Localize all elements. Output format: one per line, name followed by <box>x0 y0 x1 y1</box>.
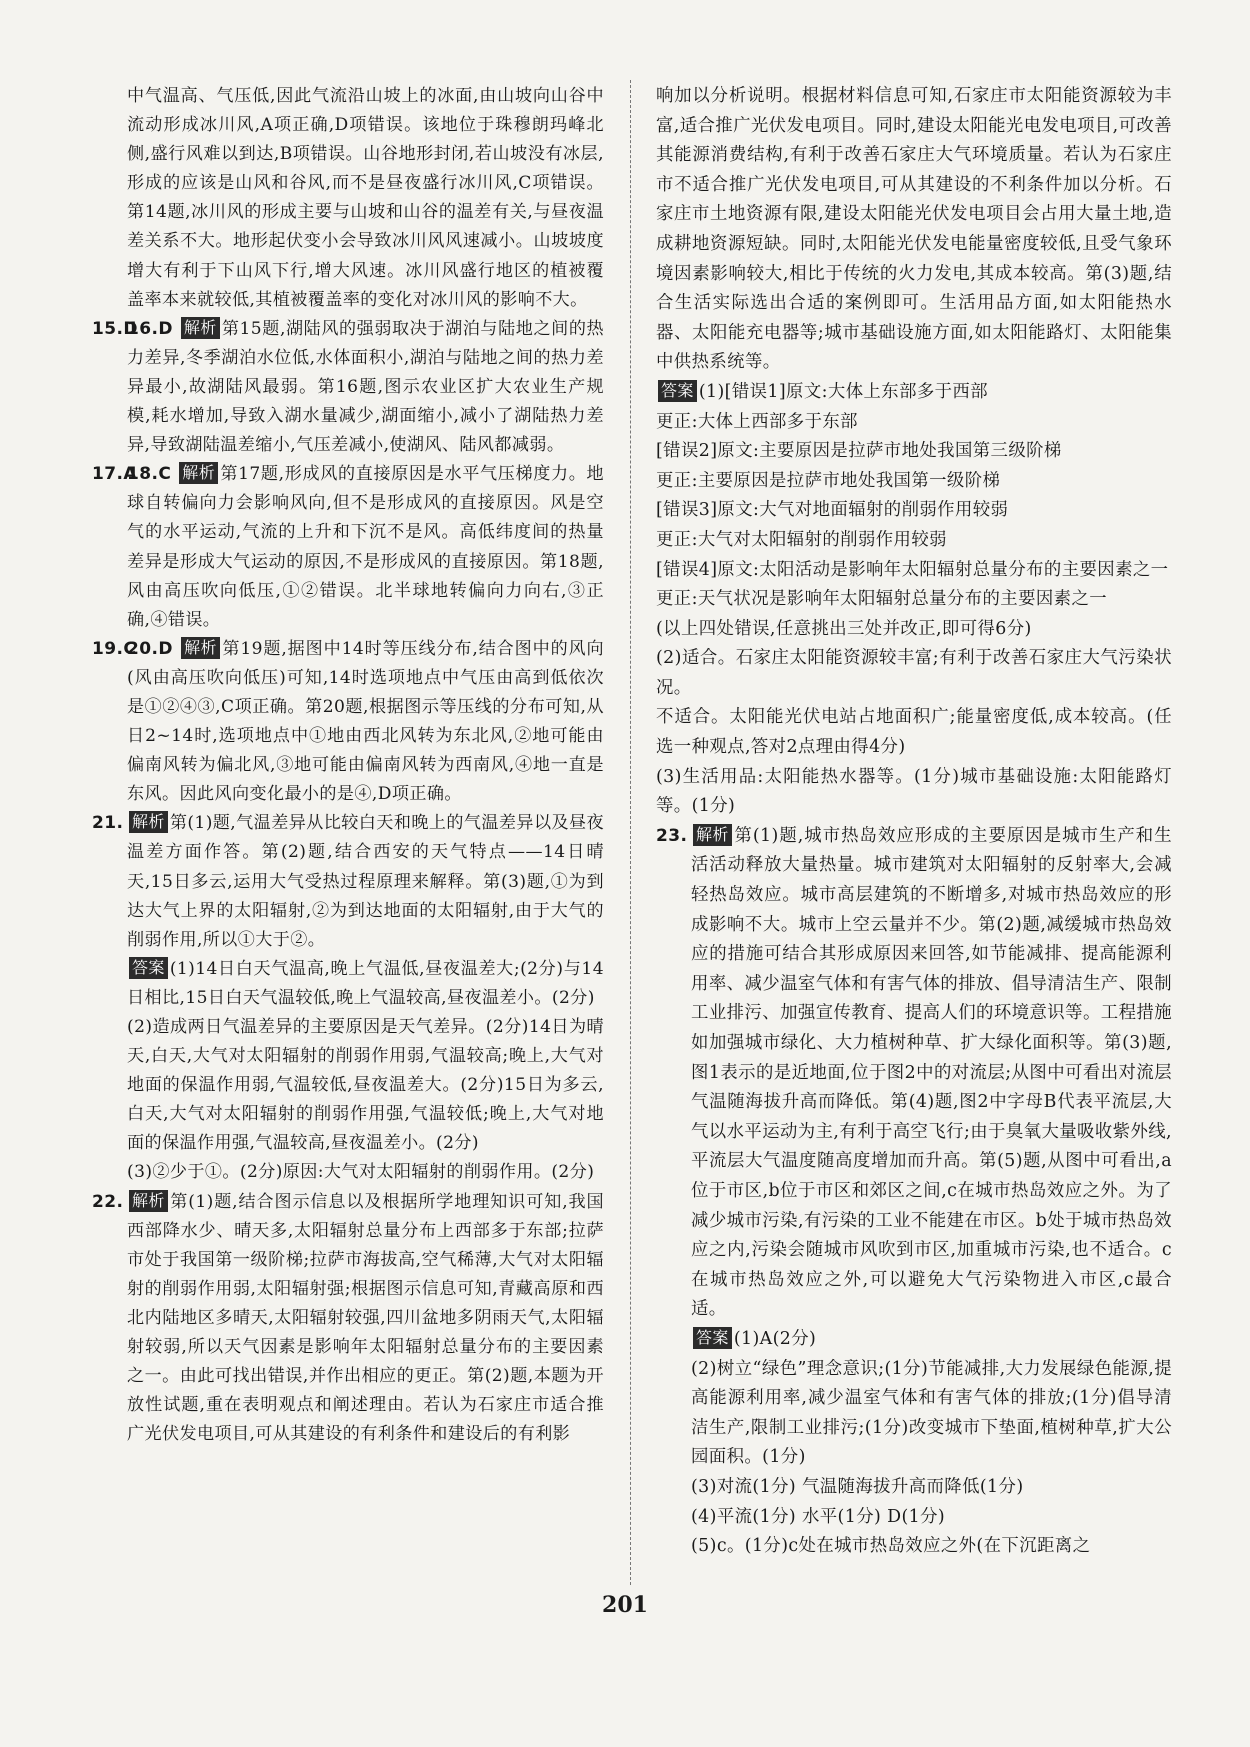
answer-part-2: (2)造成两日气温差异的主要原因是天气差异。(2分)14日为晴天,白天,大气对太阳辐射的削弱作用弱,气温较高;晚上,大气对地面的保温作用弱,气温较低,昼夜温差大。(2分)15日为多云,白天,大气对太阳辐射的削弱作用强,气温较低;晚上,大气对地面的保温作用强,气温较高,昼夜温差小。(2分) <box>127 1017 604 1154</box>
answer-item-15-16 <box>92 315 604 460</box>
item-number: 22. <box>92 1191 124 1212</box>
q22-continuation: 响加以分析说明。根据材料信息可知,石家庄市太阳能资源较为丰富,适合推广光伏发电项目。同时,建设太阳能光电发电项目,可改善其能源消费结构,有利于改善石家庄大气环境质量。若认为石家庄市不适合推广光伏发电项目,可从其建设的不利条件加以分析。石家庄市土地资源有限,建设太阳能光伏发电项目会占用大量土地,造成耕地资源短缺。同时,太阳能光伏发电能量密度较低,且受气象环境因素影响较大,相比于传统的火力发电,其成本较高。第(3)题,结合生活实际选出合适的案例即可。生活用品方面,如太阳能热水器、太阳能充电器等;城市基础设施方面,如太阳能路灯、太阳能集中供热系统等。 <box>656 86 1172 373</box>
analysis-text: 第(1)题,气温差异从比较白天和晚上的气温差异以及昼夜温差方面作答。第(2)题,结合西安的天气特点——14日晴天,15日多云,运用大气受热过程原理来解释。第(3)题,①为到达大气上界的太阳辐射,②为到达地面的太阳辐射,由于大气的削弱作用,所以①大于②。 <box>127 813 604 950</box>
item-number: 15.D <box>92 318 138 339</box>
answer-line: (5)c。(1分)c处在城市热岛效应之外(在下沉距离之 <box>691 1536 1091 1557</box>
answer-line: (3)生活用品:太阳能热水器等。(1分)城市基础设施:太阳能路灯等。(1分) <box>656 766 1172 817</box>
answer-line: [错误4]原文:太阳活动是影响年太阳辐射总量分布的主要因素之一 <box>656 559 1169 580</box>
item-number-2: 20.D <box>127 638 173 659</box>
analysis-tag: 解析 <box>179 462 218 484</box>
item-number: 19.C <box>92 638 137 659</box>
answer-line: 更正:天气状况是影响年太阳辐射总量分布的主要因素之一 <box>656 589 1108 610</box>
answer-item-19-20 <box>92 635 604 810</box>
answer-line: [错误2]原文:主要原因是拉萨市地处我国第三级阶梯 <box>656 441 1062 462</box>
analysis-text: 第(1)题,结合图示信息以及根据所学地理知识可知,我国西部降水少、晴天多,太阳辐射总量分布上西部多于东部;拉萨市处于我国第一级阶梯;拉萨市海拔高,空气稀薄,大气对太阳辐射的削弱作用弱,太阳辐射强;根据图示信息可知,青藏高原和西北内陆地区多晴天,太阳辐射较强,四川盆地多阴雨天气,太阳辐射较弱,所以天气因素是影响年太阳辐射总量分布的主要因素之一。由此可找出错误,并作出相应的更正。第(2)题,本题为开放性试题,重在表明观点和阐述理由。若认为石家庄市适合推广光伏发电项目,可从其建设的有利条件和建设后的有利影 <box>127 1191 604 1445</box>
answer-line: (1)[错误1]原文:大体上东部多于西部 <box>698 381 989 402</box>
answer-line: (1)A(2分) <box>733 1328 817 1349</box>
item-number: 17.A <box>92 464 137 485</box>
answer-line: (3)对流(1分) 气温随海拔升高而降低(1分) <box>691 1476 1024 1497</box>
analysis-tag: 解析 <box>693 824 732 846</box>
answer-line: (2)适合。石家庄太阳能资源较丰富;有利于改善石家庄大气污染状况。 <box>656 648 1172 698</box>
answer-line: 更正:主要原因是拉萨市地处我国第一级阶梯 <box>656 470 1001 491</box>
page-number: 201 <box>602 1592 648 1618</box>
answer-tag: 答案 <box>129 957 168 979</box>
item-number-2: 16.D <box>127 318 173 339</box>
answer-line: (2)树立“绿色”理念意识;(1分)节能减排,大力发展绿色能源,提高能源利用率,减少温室气体和有害气体的排放;(1分)倡导清洁生产,限制工业排污;(1分)改变城市下垫面,植树种草,扩大公园面积。(1分) <box>691 1358 1172 1468</box>
analysis-tag: 解析 <box>181 317 220 339</box>
q14-continuation: 中气温高、气压低,因此气流沿山坡上的冰面,由山坡向山谷中流动形成冰川风,A项正确,D项错误。该地位于珠穆朗玛峰北侧,盛行风难以到达,B项错误。山谷地形封闭,若山坡没有冰层,形成的应该是山风和谷风,而不是昼夜盛行冰川风,C项错误。第14题,冰川风的形成主要与山坡和山谷的温差有关,与昼夜温差关系不大。地形起伏变小会导致冰川风风速减小。山坡坡度增大有利于下山风下行,增大风速。冰川风盛行地区的植被覆盖率本来就较低,其植被覆盖率的变化对冰川风的影响不大。 <box>127 86 604 310</box>
answer-line: 更正:大气对太阳辐射的削弱作用较弱 <box>656 529 947 550</box>
right-column <box>656 82 1172 1562</box>
analysis-text: 第17题,形成风的直接原因是水平气压梯度力。地球自转偏向力会影响风向,但不是形成风的直接原因。风是空气的水平运动,气流的上升和下沉不是风。高低纬度间的热量差异是形成大气运动的原因,不是形成风的直接原因。第18题,风由高压吹向低压,①②错误。北半球地转偏向力向右,③正确,④错误。 <box>127 464 604 630</box>
answer-block-23 <box>656 1325 1172 1355</box>
answer-item-23 <box>656 822 1172 1325</box>
answer-line: [错误3]原文:大气对地面辐射的削弱作用较弱 <box>656 500 1009 521</box>
answer-part-1: (1)14日白天气温高,晚上气温低,昼夜温差大;(2分)与14日相比,15日白天气温较低,晚上气温较高,昼夜温差小。(2分) <box>127 958 604 1008</box>
answer-line: (以上四处错误,任意挑出三处并改正,即可得6分) <box>656 618 1032 639</box>
answer-item-22 <box>92 1188 604 1450</box>
column-divider <box>630 80 631 1585</box>
analysis-text: 第(1)题,城市热岛效应形成的主要原因是城市生产和生活活动释放大量热量。城市建筑对太阳辐射的反射率大,会减轻热岛效应。城市高层建筑的不断增多,对城市热岛效应的形成影响不大。城市上空云量并不少。第(2)题,减缓城市热岛效应的措施可结合其形成原因来回答,如节能减排、提高能源利用率、减少温室气体和有害气体的排放、倡导清洁生产、限制工业排污、加强宣传教育、提高人们的环境意识等。工程措施如加强城市绿化、大力植树种草、扩大绿化面积等。第(3)题,图1表示的是近地面,位于图2中的对流层;从图中可看出对流层气温随海拔升高而降低。第(4)题,图2中字母B代表平流层,大气以水平运动为主,有利于高空飞行;由于臭氧大量吸收紫外线,平流层大气温度随高度增加而升高。第(5)题,从图中可看出,a位于市区,b位于市区和郊区之间,c在城市热岛效应之外。为了减少城市污染,有污染的工业不能建在市区。b处于城市热岛效应之内,污染会随城市风吹到市区,加重城市污染,也不适合。c在城市热岛效应之外,可以避免大气污染物进入市区,c最合适。 <box>691 825 1172 1320</box>
analysis-tag: 解析 <box>129 811 168 833</box>
left-column <box>92 82 604 1449</box>
answer-line: 更正:大体上西部多于东部 <box>656 411 858 432</box>
answer-line: (4)平流(1分) 水平(1分) D(1分) <box>691 1506 946 1527</box>
item-number-2: 18.C <box>127 464 172 485</box>
answer-tag: 答案 <box>693 1327 732 1349</box>
answer-block-21 <box>92 955 604 1013</box>
analysis-tag: 解析 <box>129 1190 168 1212</box>
answer-part-3: (3)②少于①。(2分)原因:大气对太阳辐射的削弱作用。(2分) <box>127 1162 595 1183</box>
answer-block-22 <box>656 378 1172 408</box>
answer-item-21 <box>92 809 604 954</box>
answer-item-17-18 <box>92 460 604 635</box>
item-number: 23. <box>656 825 688 846</box>
analysis-text: 第15题,湖陆风的强弱取决于湖泊与陆地之间的热力差异,冬季湖泊水位低,水体面积小,湖泊与陆地之间的热力差异最小,故湖陆风最弱。第16题,图示农业区扩大农业生产规模,耗水增加,导致入湖水量减少,湖面缩小,减小了湖陆热力差异,导致湖陆温差缩小,气压差减小,使湖风、陆风都减弱。 <box>127 318 604 456</box>
item-number: 21. <box>92 813 124 834</box>
analysis-text: 第19题,据图中14时等压线分布,结合图中的风向(风由高压吹向低压)可知,14时选项地点中气压由高到低依次是①②④③,C项正确。第20题,根据图示等压线的分布可知,从日2~14时,选项地点中①地由西北风转为东北风,②地可能由偏南风转为偏北风,③地可能由偏南风转为西南风,④地一直是东风。因此风向变化最小的是④,D项正确。 <box>127 638 604 805</box>
analysis-tag: 解析 <box>181 637 220 659</box>
answer-line: 不适合。太阳能光伏电站占地面积广;能量密度低,成本较高。(任选一种观点,答对2点理由得4分) <box>656 707 1172 758</box>
answer-tag: 答案 <box>658 380 697 402</box>
